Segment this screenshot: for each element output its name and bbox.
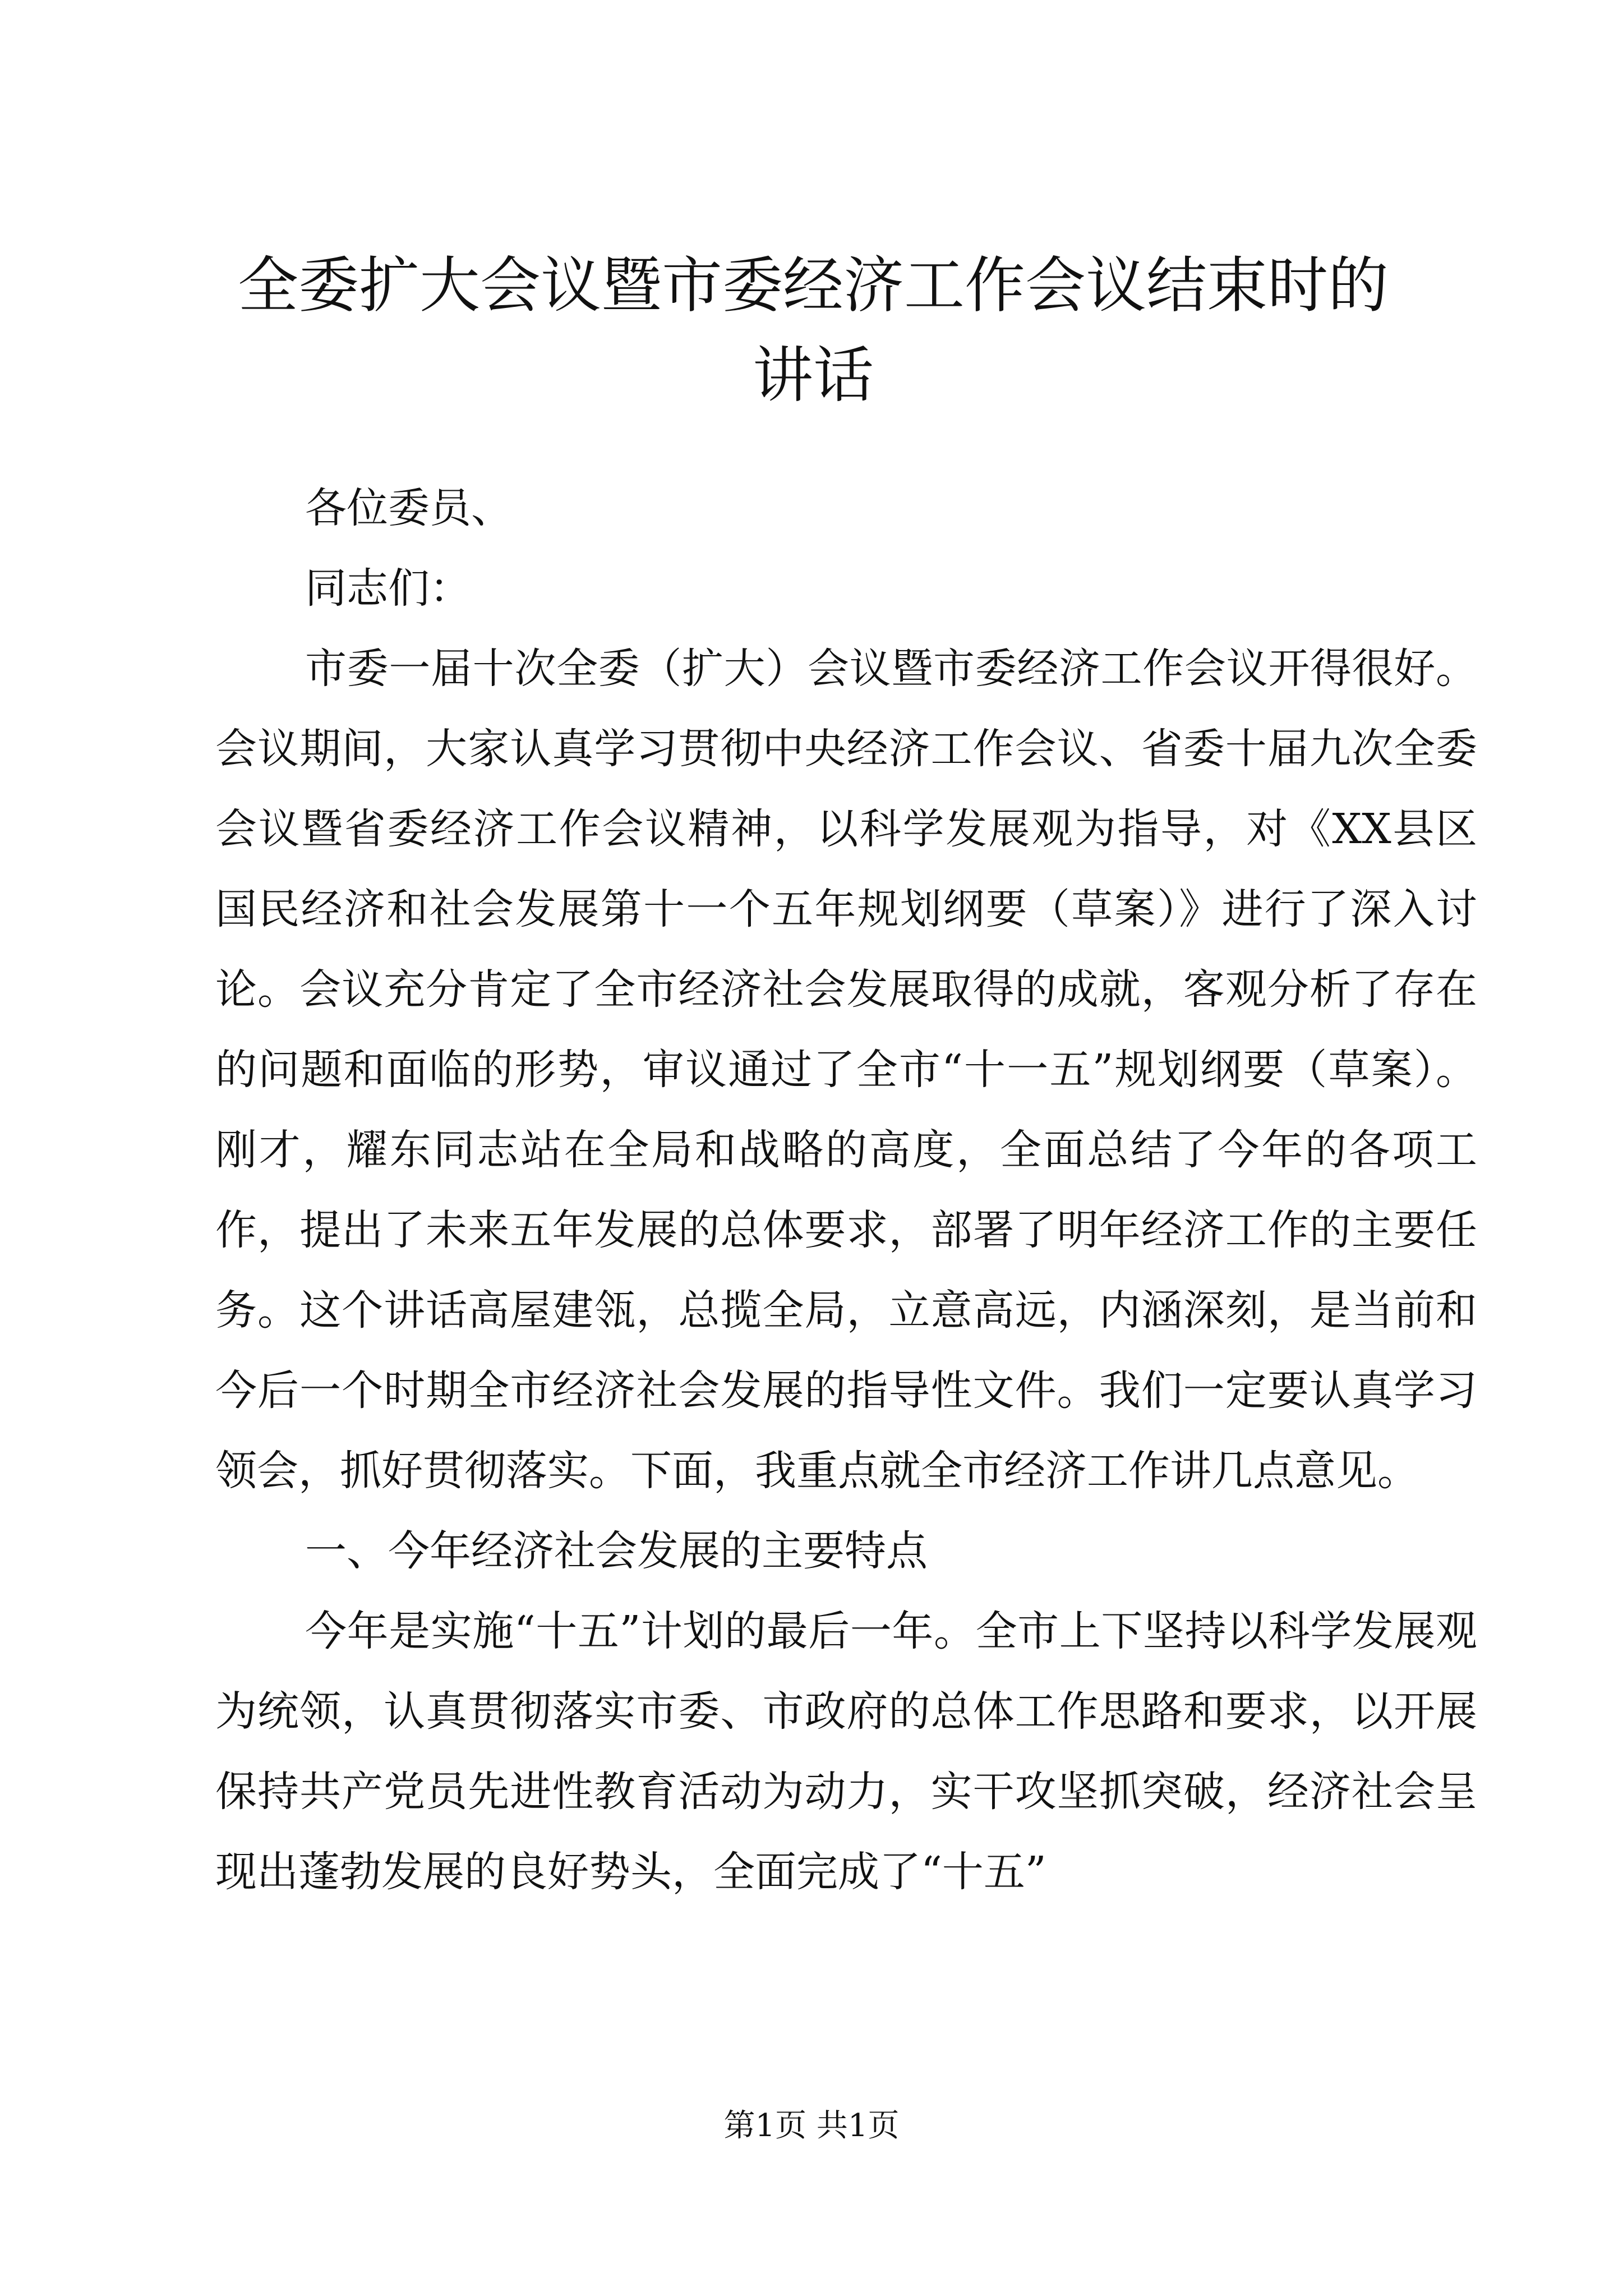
document-body (215, 468, 1477, 1912)
section-heading: 一、今年经济社会发展的主要特点 (305, 1527, 928, 1575)
document-title: 全委扩大会议暨市委经济工作会议结束时的讲话 (237, 251, 1389, 411)
salutation-line-1: 各位委员、 (305, 484, 513, 532)
body-paragraph: 市委一届十次全委（扩大）会议暨市委经济工作会议开得很好。会议期间，大家认真学习贯彻中央经济工作会议、省委十届九次全委会议暨省委经济工作会议精神，以科学发展观为指导，对《XX县区国民经济和社会发展第十一个五年规划纲要（草案）》进行了深入讨论。会议充分肯定了全市经济社会发展取得的成就，客观分析了存在的问题和面临的形势，审议通过了全市“十一五”规划纲要（草案）。刚才，耀东同志站在全局和战略的高度，全面总结了今年的各项工作，提出了未来五年发展的总体要求，部署了明年经济工作的主要任务。这个讲话高屋建瓴，总揽全局，立意高远，内涵深刻，是当前和今后一个时期全市经济社会发展的指导性文件。我们一定要认真学习领会，抓好贯彻落实。下面，我重点就全市经济工作讲几点意见。 (215, 645, 1477, 1495)
salutation-line-2: 同志们： (305, 564, 471, 613)
body-paragraph: 今年是实施“十五”计划的最后一年。全市上下坚持以科学发展观为统领，认真贯彻落实市委、市政府的总体工作思路和要求，以开展保持共产党员先进性教育活动为动力，实干攻坚抓突破，经济社会呈现出蓬勃发展的良好势头，全面完成了“十五” (215, 1607, 1477, 1896)
page-number-footer: 第1页 共1页 (723, 2108, 900, 2144)
